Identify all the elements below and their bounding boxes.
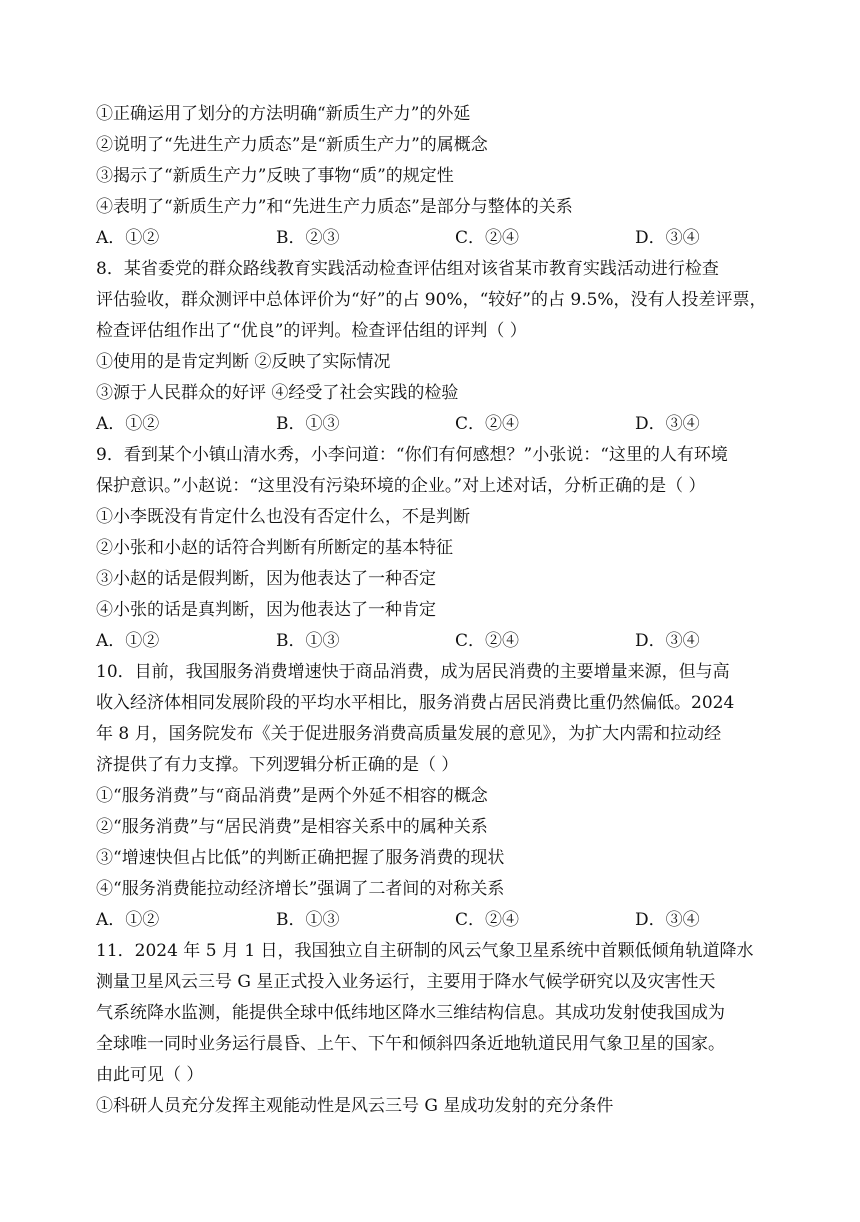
q8-choice-b: B．①③	[276, 414, 340, 434]
q10-choice-a: A．①②	[96, 910, 160, 930]
q10-option-2: ②“服务消费”与“居民消费”是相容关系中的属种关系	[96, 817, 488, 837]
q8-stem-line-3: 检查评估组作出了“优良”的评判。检查评估组的评判（ ）	[96, 321, 527, 341]
q8-option-row-2: ③源于人民群众的好评 ④经受了社会实践的检验	[96, 383, 459, 403]
q9-option-3: ③小赵的话是假判断，因为他表达了一种否定	[96, 569, 436, 589]
q9-choices	[96, 630, 776, 652]
q7-choices	[96, 227, 776, 249]
q9-option-1: ①小李既没有肯定什么也没有否定什么，不是判断	[96, 507, 470, 527]
q8-stem-line-2: 评估验收，群众测评中总体评价为“好”的占 90%，“较好”的占 9.5%，没有人投差评票，	[96, 290, 767, 310]
q9-choice-c: C．②④	[455, 631, 520, 651]
q10-option-1: ①“服务消费”与“商品消费”是两个外延不相容的概念	[96, 786, 488, 806]
q10-option-3: ③“增速快但占比低”的判断正确把握了服务消费的现状	[96, 848, 505, 868]
q10-option-4: ④“服务消费能拉动经济增长”强调了二者间的对称关系	[96, 879, 505, 899]
q11-stem-line-2: 测量卫星风云三号 G 星正式投入业务运行，主要用于降水气候学研究以及灾害性天	[96, 972, 716, 992]
q9-choice-d: D．③④	[635, 631, 700, 651]
q10-stem-line-3: 年 8 月，国务院发布《关于促进服务消费高质量发展的意见》，为扩大内需和拉动经	[96, 724, 722, 744]
q11-option-1: ①科研人员充分发挥主观能动性是风云三号 G 星成功发射的充分条件	[96, 1096, 614, 1116]
q8-choice-a: A．①②	[96, 414, 160, 434]
q9-choice-b: B．①③	[276, 631, 340, 651]
q9-option-4: ④小张的话是真判断，因为他表达了一种肯定	[96, 600, 436, 620]
q7-choice-c: C．②④	[455, 228, 520, 248]
q11-stem-line-1: 11．2024 年 5 月 1 日，我国独立自主研制的风云气象卫星系统中首颗低倾角轨道降水	[96, 941, 754, 961]
q9-option-2: ②小张和小赵的话符合判断有所断定的基本特征	[96, 538, 453, 558]
q10-stem-line-2: 收入经济体相同发展阶段的平均水平相比，服务消费占居民消费比重仍然偏低。2024	[96, 693, 735, 713]
q8-choices	[96, 413, 776, 435]
q10-choices	[96, 909, 776, 931]
q10-choice-b: B．①③	[276, 910, 340, 930]
q11-stem-line-3: 气系统降水监测，能提供全球中低纬地区降水三维结构信息。其成功发射使我国成为	[96, 1003, 725, 1023]
q10-stem-line-4: 济提供了有力支撑。下列逻辑分析正确的是（ ）	[96, 755, 459, 775]
q7-option-4: ④表明了“新质生产力”和“先进生产力质态”是部分与整体的关系	[96, 197, 573, 217]
q8-option-row-1: ①使用的是肯定判断 ②反映了实际情况	[96, 352, 391, 372]
q7-choice-d: D．③④	[635, 228, 700, 248]
q9-choice-a: A．①②	[96, 631, 160, 651]
q9-stem-line-2: 保护意识。”小赵说：“这里没有污染环境的企业。”对上述对话，分析正确的是（ ）	[96, 476, 706, 496]
q9-stem-line-1: 9．看到某个小镇山清水秀，小李问道：“你们有何感想？”小张说：“这里的人有环境	[96, 445, 728, 465]
q8-choice-c: C．②④	[455, 414, 520, 434]
q10-choice-c: C．②④	[455, 910, 520, 930]
q10-choice-d: D．③④	[635, 910, 700, 930]
q7-choice-b: B．②③	[276, 228, 340, 248]
q8-stem-line-1: 8．某省委党的群众路线教育实践活动检查评估组对该省某市教育实践活动进行检查	[96, 259, 719, 279]
q7-option-3: ③揭示了“新质生产力”反映了事物“质”的规定性	[96, 166, 454, 186]
q11-stem-line-4: 全球唯一同时业务运行晨昏、上午、下午和倾斜四条近地轨道民用气象卫星的国家。	[96, 1034, 725, 1054]
q7-option-1: ①正确运用了划分的方法明确“新质生产力”的外延	[96, 104, 471, 124]
q7-option-2: ②说明了“先进生产力质态”是“新质生产力”的属概念	[96, 135, 488, 155]
q10-stem-line-1: 10．目前，我国服务消费增速快于商品消费，成为居民消费的主要增量来源，但与高	[96, 662, 730, 682]
q11-stem-line-5: 由此可见（ ）	[96, 1065, 204, 1085]
q8-choice-d: D．③④	[635, 414, 700, 434]
q7-choice-a: A．①②	[96, 228, 160, 248]
